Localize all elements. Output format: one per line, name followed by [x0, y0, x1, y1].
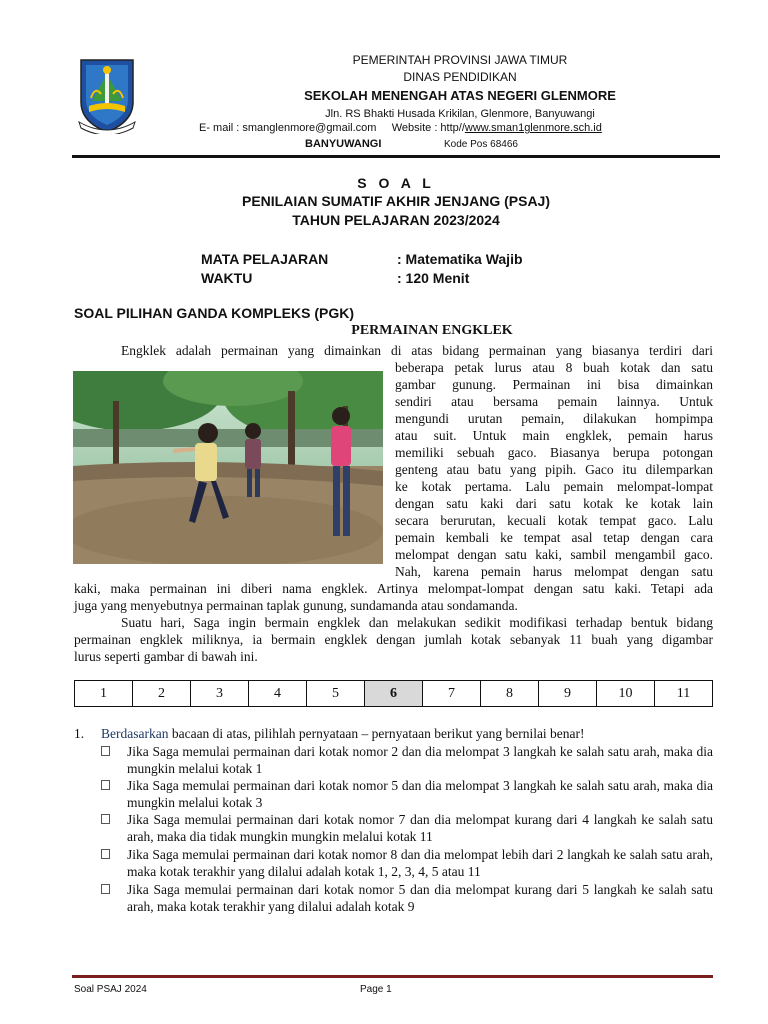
- province-logo: [77, 56, 137, 134]
- time-value: : 120 Menit: [397, 270, 470, 286]
- option-text: Jika Saga memulai permainan dari kotak nomor 5 dan dia melompat 3 langkah ke salah satu arah, maka dia mungkin melalui kotak 3: [127, 778, 713, 810]
- letterhead-government: PEMERINTAH PROVINSI JAWA TIMUR: [352, 53, 568, 67]
- checkbox[interactable]: [101, 849, 110, 859]
- passage-line: lurus seperti gambar di bawah ini.: [74, 649, 258, 664]
- header-divider: [72, 155, 720, 158]
- checkbox[interactable]: [101, 780, 110, 790]
- box-cell: 11: [676, 685, 691, 701]
- academic-year: TAHUN PELAJARAN 2023/2024: [292, 212, 500, 228]
- question-prompt: [101, 726, 585, 742]
- passage-line: dengan satu kaki dari satu kotak ke kotak lain: [395, 496, 713, 511]
- subject-value: : Matematika Wajib: [397, 251, 523, 267]
- option-text: Jika Saga memulai permainan dari kotak nomor 8 dan dia melompat lebih dari 2 langkah ke salah satu arah, maka kotak terakhir yang dilalui adalah kotak 1, 2, 3, 4, 5 atau 11: [127, 847, 713, 879]
- box-cell: 10: [597, 681, 655, 706]
- box-cell: 5: [307, 681, 365, 706]
- question-prompt-rest: bacaan di atas, pilihlah pernyataan – pernyataan berikut yang bernilai benar!: [168, 726, 585, 741]
- footer-page-number: Page 1: [360, 984, 392, 995]
- answer-option[interactable]: [101, 846, 713, 880]
- website-link[interactable]: www.sman1glenmore.sch.id: [464, 122, 602, 134]
- option-text: Jika Saga memulai permainan dari kotak nomor 7 dan dia melompat kurang dari 4 langkah ke salah satu arah, maka dia tidak mungkin mungkin melalui kotak 11: [127, 812, 713, 844]
- checkbox[interactable]: [101, 884, 110, 894]
- passage-line: Engklek adalah permainan yang dimainkan di atas bidang permainan yang biasanya terdiri dari: [121, 343, 713, 358]
- letterhead-address: Jln. RS Bhakti Husada Krikilan, Glenmore, Banyuwangi: [325, 108, 595, 120]
- question-number: 1.: [74, 726, 85, 741]
- box-cell: 1: [75, 681, 133, 706]
- passage-line: memiliki sebuah gaco. Biasanya berupa potongan: [395, 445, 713, 460]
- answer-option[interactable]: [101, 777, 713, 811]
- answer-option[interactable]: [101, 881, 713, 915]
- checkbox[interactable]: [101, 746, 110, 756]
- box-cell: 9: [539, 681, 597, 706]
- exam-name: PENILAIAN SUMATIF AKHIR JENJANG (PSAJ): [241, 193, 551, 209]
- doc-title: S O A L: [357, 175, 435, 191]
- passage-line: sendiri atau bersama pemain lainnya. Untuk: [395, 394, 713, 409]
- engklek-boxes: [74, 680, 713, 707]
- letterhead-contact: [199, 122, 602, 134]
- letterhead-city: BANYUWANGI: [305, 138, 382, 150]
- letterhead-school-name: SEKOLAH MENENGAH ATAS NEGERI GLENMORE: [304, 88, 616, 103]
- passage-line: mengundi urutan pemain, dilakukan hompimpa: [395, 411, 713, 426]
- subject-label: MATA PELAJARAN: [201, 251, 329, 267]
- letterhead-department: DINAS PENDIDIKAN: [403, 70, 517, 84]
- passage-line: secara berurutan, kecuali kotak tempat gaco. Lalu: [395, 513, 713, 528]
- footer-divider: [72, 975, 713, 978]
- engklek-photo: [73, 371, 383, 564]
- passage-line: permainan engklek miliknya, ia bermain engklek dengan jumlah kotak sebanyak 11 buah yang digambar: [74, 632, 713, 647]
- passage-line: atau suit. Untuk main engklek, pemain harus: [395, 428, 713, 443]
- checkbox[interactable]: [101, 814, 110, 824]
- passage-line: ke kotak pertama. Lalu pemain melompat-lompat: [395, 479, 713, 494]
- passage-line: Nah, karena pemain harus melompat dengan satu: [395, 564, 713, 579]
- option-text: Jika Saga memulai permainan dari kotak nomor 2 dan dia melompat 3 langkah ke salah satu arah, maka dia mungkin melalui kotak 1: [127, 744, 713, 776]
- answer-option[interactable]: [101, 743, 713, 777]
- box-cell: 8: [481, 681, 539, 706]
- box-cell: 7: [423, 681, 481, 706]
- answer-option[interactable]: [101, 811, 713, 845]
- passage-line: gambar gunung. Permainan ini bisa dimainkan: [395, 377, 713, 392]
- box-cell: 2: [133, 681, 191, 706]
- passage-line: pemain kembali ke tempat asal tetap dengan cara: [395, 530, 713, 545]
- contact-email: E- mail : smanglenmore@gmail.com Website : http//: [199, 122, 465, 134]
- passage-line: kaki, maka permainan ini diberi nama engklek. Artinya melompat-lompat dengan satu kaki. Tetapi ada: [74, 581, 713, 596]
- passage-line: juga yang menyebutnya permainan taplak gunung, sundamanda atau sondamanda.: [74, 598, 518, 613]
- passage-line: Suatu hari, Saga ingin bermain engklek dan melakukan sedikit modifikasi terhadap bentuk bidang: [121, 615, 713, 630]
- box-cell: 4: [249, 681, 307, 706]
- box-cell: 3: [191, 681, 249, 706]
- passage-line: beberapa petak lurus atau 8 buah kotak dan satu: [395, 360, 713, 375]
- question-first-word: Berdasarkan: [101, 726, 169, 741]
- footer-doc-name: Soal PSAJ 2024: [74, 984, 147, 995]
- passage-line: genteng atau batu yang pipih. Gaco itu dilemparkan: [395, 462, 713, 477]
- passage-title: PERMAINAN ENGKLEK: [351, 323, 513, 338]
- option-text: Jika Saga memulai permainan dari kotak nomor 5 dan dia melompat kurang dari 5 langkah ke salah satu arah, maka kotak terakhir yang dilalui adalah kotak 9: [127, 882, 713, 914]
- section-heading: SOAL PILIHAN GANDA KOMPLEKS (PGK): [74, 305, 355, 321]
- box-cell-highlighted: 6: [365, 681, 423, 706]
- time-label: WAKTU: [201, 270, 253, 286]
- letterhead-postal-code: Kode Pos 68466: [444, 139, 518, 150]
- passage-line: melompat dengan satu kaki, sambil mengambil gaco.: [395, 547, 713, 562]
